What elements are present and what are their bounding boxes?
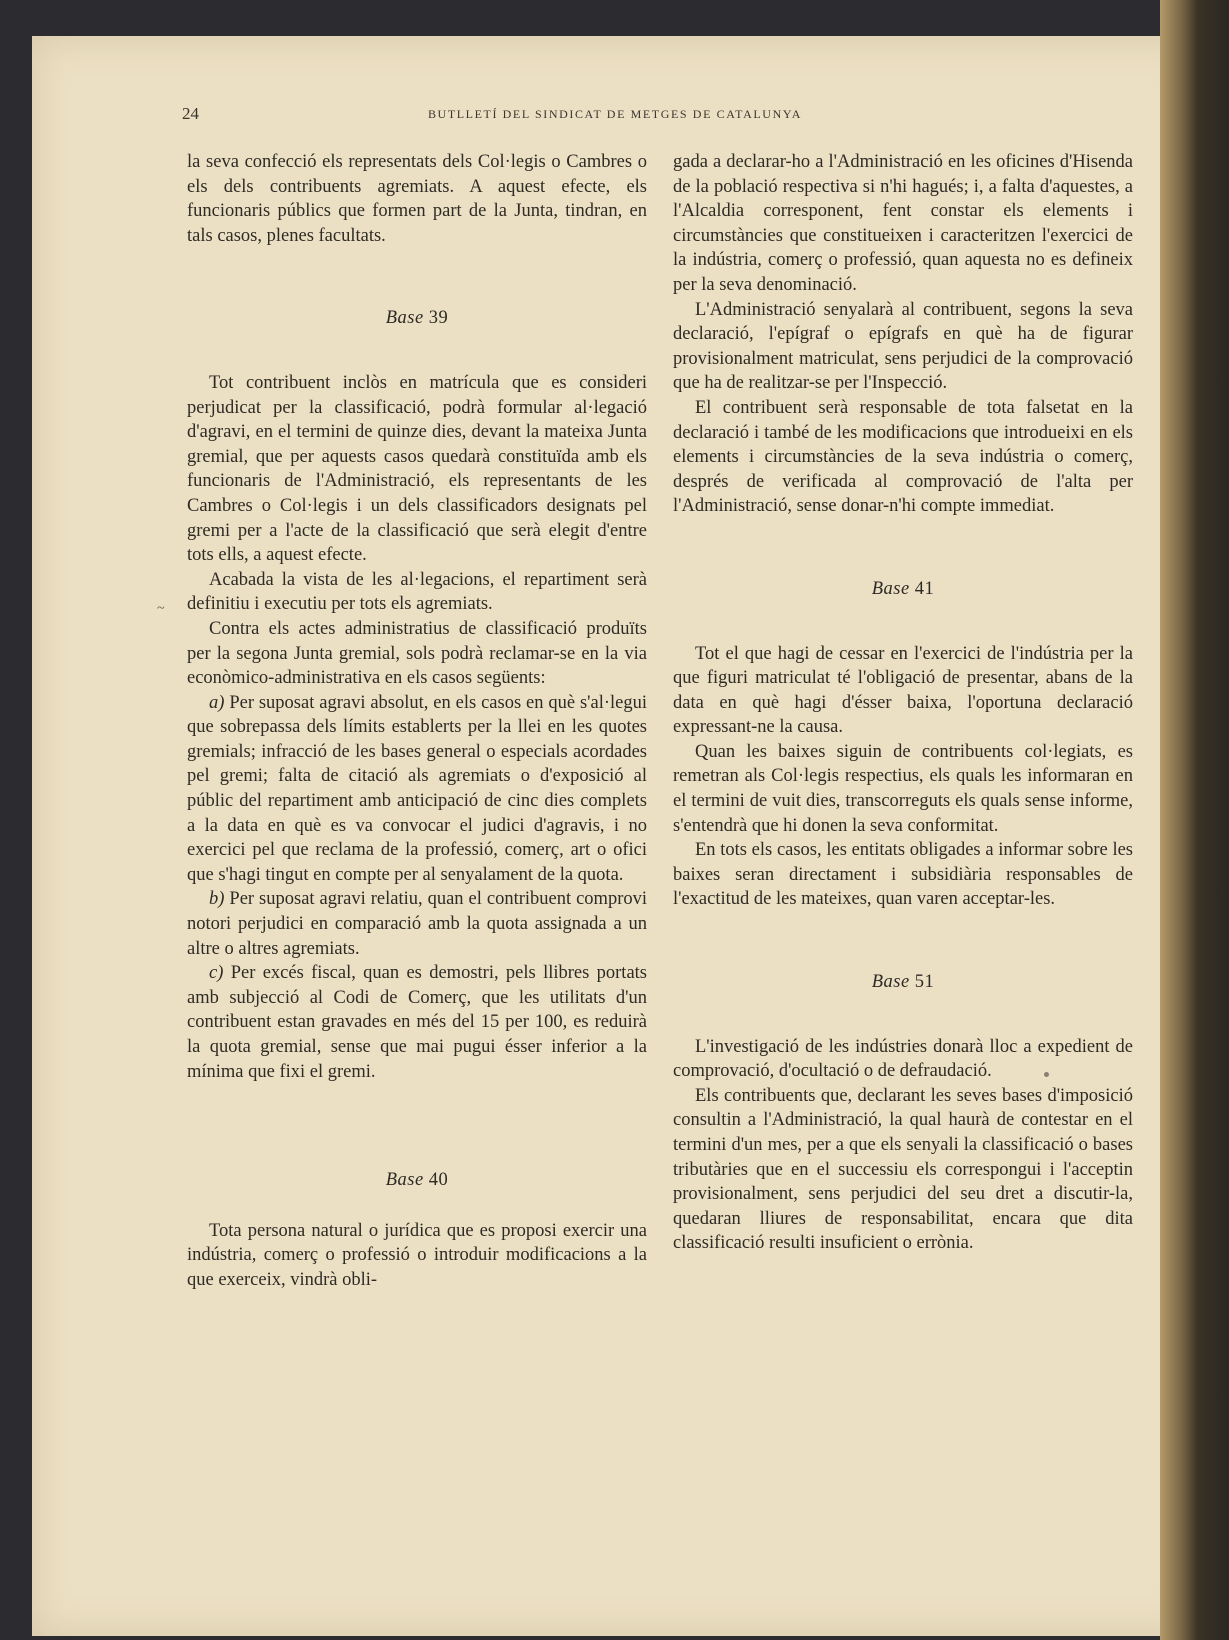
running-title: BUTLLETÍ DEL SINDICAT DE METGES DE CATALUNYA [427, 107, 803, 121]
paragraph: El contribuent serà responsable de tota falsetat en la declaració i també de les modificacions que introdueixi en els elements i circumstàncies de la seva indústria o comerç, després de verificada al comprovació de l'alta per l'Administració, sense donar-n'hi compte immediat. [673, 397, 1133, 517]
right-column [673, 150, 1133, 1256]
margin-mark: ~ [157, 601, 165, 616]
left-column [187, 150, 647, 1293]
list-item-b: b) Per suposat agravi relatiu, quan el contribuent comprovi notori perjudici en comparació amb la quota assignada a un altre o altres agremiats. [187, 889, 647, 959]
paragraph: la seva confecció els representats dels Col·legis o Cambres o els dels contribuents agremiats. A aquest efecte, els funcionaris públics que formen part de la Junta, tindran, en tals casos, plenes facultats. [187, 152, 647, 246]
paragraph: Acabada la vista de les al·legacions, el repartiment serà definitiu i executiu per tots els agremiats. [187, 569, 647, 615]
paragraph: gada a declarar-ho a l'Administració en les oficines d'Hisenda de la població respectiva si n'hi hagués; i, a falta d'aquestes, a l'Alcaldia corresponent, fent constar els elements i circumstàncies que constitueixen i caracteritzen l'exercici de la indústria, comerç o professió, quan aquesta no es defineix per la seva denominació. [673, 152, 1133, 295]
section-heading-base-41: Base 41 [871, 578, 935, 599]
section-heading-base-39: Base 39 [385, 308, 449, 329]
item-label: b) [209, 889, 225, 910]
paragraph: Tot el que hagi de cessar en l'exercici de l'indústria per la que figuri matriculat té l'obligació de presentar, abans de la data en què hagi d'ésser baixa, l'oportuna declaració expressant-ne la causa. [673, 643, 1133, 738]
section-heading-base-40: Base 40 [385, 1170, 449, 1191]
paragraph: Tota persona natural o jurídica que es proposi exercir una indústria, comerç o professió o introduir modificacions a la que exerceix, vindrà obli- [187, 1220, 647, 1290]
paragraph: L'investigació de les indústries donarà lloc a expedient de comprovació, d'ocultació o de defraudació. [673, 1036, 1133, 1082]
paragraph: Quan les baixes siguin de contribuents col·legiats, es remetran als Col·legis respectius, els quals les informaran en el termini de vuit dies, transcorreguts els quals sense informe, s'entendrà que hi donen la seva conformitat. [673, 741, 1133, 836]
list-item-c: c) Per excés fiscal, quan es demostri, pels llibres portats amb subjecció al Codi de Comerç, que les utilitats d'un contribuent estan gravades en més del 15 per 100, es reduirà la quota gremial, sense que mai pugui ésser inferior a la mínima que fixi el gremi. [187, 963, 648, 1082]
paragraph: En tots els casos, les entitats obligades a informar sobre les baixes seran directament i subsidiària responsables de l'exactitud de les mateixes, quan varen acceptar-les. [673, 840, 1133, 910]
paragraph: L'Administració senyalarà al contribuent, segons la seva declaració, l'epígraf o epígrafs en què ha de figurar provisionalment matriculat, sens perjudici de la comprovació que ha de realitzar-se per l'Inspecció. [673, 299, 1133, 394]
list-item-a: a) Per suposat agravi absolut, en els casos en què s'al·legui que sobrepassa dels límits establerts per la llei en les quotes gremials; infracció de les bases general o especials acordades pel gremi; falta de citació als agremiats o d'exposició al públic del repartiment amb anticipació de cinc dies complets a la data en què es va convocar el judici d'agravis, i no exercici pel que reclama de la professió, comerç, art o ofici que s'hagi tingut en compte per al senyalament de la quota. [187, 692, 647, 885]
paragraph: Els contribuents que, declarant les seves bases d'imposició consultin a l'Administració, la qual haurà de contestar en el termini d'un mes, per a que els senyali la classificació o bases tributàries que en el successiu els correspongui i l'acceptin provisionalment, sens perjudici del seu dret a discutir-la, quedaran lliures de responsabilitat, encara que dita classificació resulti insuficient o errònia. [673, 1085, 1133, 1254]
page-header [150, 104, 1080, 124]
paragraph: Tot contribuent inclòs en matrícula que es consideri perjudicat per la classificació, podrà formular al·legació d'agravi, en el termini de quinze dies, devant la mateixa Junta gremial, que per aquests casos quedarà constituïda amb els funcionaris de l'Administració, els representants de les Cambres o Col·legis i un dels classificadors designats pel gremi per a l'acte de la classificació que serà elegit d'entre tots ells, a aquest efecte. [187, 372, 647, 566]
item-label: c) [209, 963, 224, 984]
item-label: a) [209, 692, 225, 713]
paragraph: Contra els actes administratius de classificació produïts per la segona Junta gremial, sols podrà reclamar-se en la via econòmico-administrativa en els casos següents: [187, 618, 647, 689]
section-heading-base-51: Base 51 [871, 972, 935, 993]
page-number: 24 [182, 104, 199, 123]
book-spine [1160, 0, 1229, 1640]
